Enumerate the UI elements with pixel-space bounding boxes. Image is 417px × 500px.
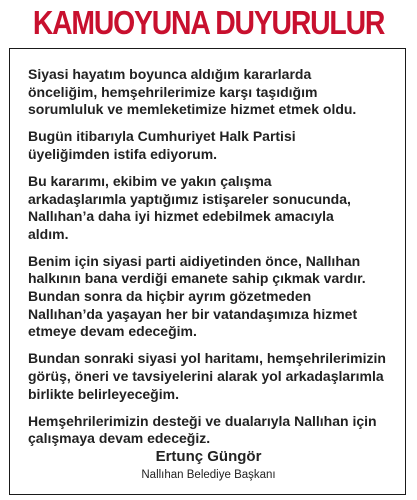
paragraph-line: Benim için siyasi parti aidiyetinden önce, Nallıhan	[28, 252, 361, 269]
paragraph-line: Bugün itibarıyla Cumhuriyet Halk Partisi	[28, 128, 296, 145]
signature-name: Ertunç Güngör	[155, 448, 262, 465]
signature-role: Nallıhan Belediye Başkanı	[141, 469, 276, 481]
announcement-title: KAMUOYUNA DUYURULUR	[32, 4, 385, 41]
paragraph-line: Bundan sonraki siyasi yol haritamı, hemşehrilerimizin	[28, 350, 386, 367]
announcement-body	[28, 66, 393, 457]
paragraph-line: birlikte belirleyeceğim.	[28, 385, 179, 402]
paragraph-4	[28, 253, 393, 341]
paragraph-line: önceliğim, hemşehrilerimize karşı taşıdığım	[28, 83, 318, 100]
paragraph-line: Nallıhan’a daha iyi hizmet edebilmek amacıyla	[28, 208, 334, 225]
paragraph-5	[28, 350, 393, 403]
paragraph-line: Bundan sonra da hiçbir ayrım gözetmeden	[28, 288, 312, 305]
paragraph-6	[28, 413, 393, 448]
paragraph-line: görüş, öneri ve tavsiyelerini alarak yol arkadaşlarımla	[28, 367, 384, 384]
paragraph-line: Siyasi hayatım boyunca aldığım kararlarda	[28, 66, 312, 82]
paragraph-line: çalışmaya devam edeceğiz.	[28, 430, 211, 447]
paragraph-2	[28, 128, 393, 163]
paragraph-line: Nallıhan’da yaşayan her bir vatandaşımıza hizmet	[28, 305, 358, 322]
paragraph-line: arkadaşlarımla yaptığımız istişareler sonucunda,	[28, 190, 351, 207]
paragraph-line: sorumluluk ve memleketimize hizmet etmek oldu.	[28, 101, 357, 118]
paragraph-line: Bu kararımı, ekibim ve yakın çalışma	[28, 172, 272, 189]
paragraph-line: etmeye devam edeceğim.	[28, 323, 197, 340]
paragraph-line: üyeliğimden istifa ediyorum.	[28, 145, 218, 162]
paragraph-3	[28, 173, 393, 243]
paragraph-1	[28, 66, 393, 119]
paragraph-line: aldım.	[28, 225, 69, 242]
paragraph-line: halkının bana verdiği emanete sahip çıkmak vardır.	[28, 270, 366, 287]
paragraph-line: Hemşehrilerimizin desteği ve dualarıyla Nallıhan için	[28, 412, 377, 429]
